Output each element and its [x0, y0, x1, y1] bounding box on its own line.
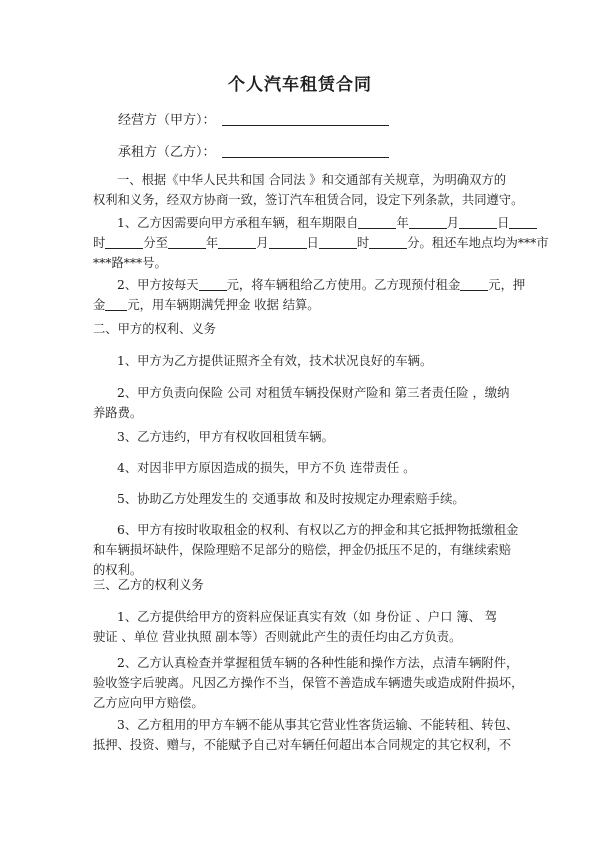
start-minute-blank[interactable] — [105, 236, 143, 249]
section-3-item-1-line-1: 1、乙方提供给甲方的资料应保证真实有效（如 身份证 、户口 簿、 驾 — [117, 610, 498, 624]
deposit-blank[interactable] — [105, 298, 127, 311]
prepaid-rent-blank[interactable] — [460, 278, 488, 291]
clause-1-text-h: 月 — [256, 236, 269, 250]
clause-2-text-d: 金 — [93, 298, 106, 312]
start-year-blank[interactable] — [358, 216, 396, 229]
section-2-item-6 — [93, 520, 525, 580]
operator-label: 经营方（甲方）： — [118, 113, 216, 128]
section-2-item-4-text: 4、对因非甲方原因造成的损失，甲方不负 连带责任 。 — [117, 461, 416, 475]
document-title: 个人汽车租赁合同 — [228, 75, 372, 95]
clause-1-text-f: 分至 — [143, 236, 168, 250]
start-day-blank[interactable] — [459, 216, 497, 229]
section-2-item-5 — [93, 489, 525, 509]
section-2-item-5-text: 5、协助乙方处理发生的 交通事故 和及时按规定办理索赔手续。 — [117, 492, 465, 506]
intro-line-1: 一、根据《中华人民共和国 合同法 》和交通部有关规章，为明确双方的 — [117, 173, 507, 187]
section-2-item-1 — [93, 351, 525, 371]
end-day-blank[interactable] — [269, 236, 307, 249]
operator-party-field — [118, 109, 389, 128]
clause-1-line-1 — [93, 213, 525, 233]
clause-2-text-a: 2、甲方按每天 — [117, 278, 199, 292]
end-month-blank[interactable] — [218, 236, 256, 249]
section-3-item-3-line-1: 3、乙方租用的甲方车辆不能从事其它营业性客货运输、不能转租、转包、 — [117, 718, 519, 732]
intro-paragraph — [93, 170, 525, 210]
clause-1-text-a: 1、乙方因需要向甲方承租车辆，租车期限自 — [117, 216, 359, 230]
section-2-item-3 — [93, 427, 525, 447]
section-3-heading: 三、乙方的权利义务 — [93, 578, 204, 592]
section-3-item-3 — [93, 715, 525, 755]
start-hour-blank[interactable] — [509, 216, 537, 229]
section-3-item-2-line-1: 2、乙方认真检查并掌握租赁车辆的各种性能和操作方法，点清车辆附件， — [117, 656, 519, 670]
clause-2-line-2 — [93, 295, 525, 315]
start-month-blank[interactable] — [409, 216, 447, 229]
section-3-item-2 — [93, 653, 525, 713]
section-3-item-3-line-2: 抵押、投资、赠与，不能赋予自己对车辆任何超出本合同规定的其它权利，不 — [93, 738, 512, 752]
renter-blank-line[interactable] — [222, 144, 389, 158]
clause-1-line-2 — [93, 233, 549, 253]
section-3-item-2-line-2: 验收签字后驶离。凡因乙方操作不当，保管不善造成车辆遗失或造成附件损坏， — [93, 676, 524, 690]
section-2-item-6-line-1: 6、甲方有按时收取租金的权利、有权以乙方的押金和其它抵押物抵缴租金 — [117, 523, 519, 537]
daily-rent-blank[interactable] — [199, 278, 227, 291]
clause-1-text-g: 年 — [205, 236, 219, 250]
section-3-item-1 — [93, 607, 525, 647]
end-year-blank[interactable] — [168, 236, 206, 249]
section-2-item-6-line-3: 的权利。 — [93, 563, 143, 577]
clause-2-rent-deposit — [93, 275, 525, 315]
section-2-item-4 — [93, 458, 525, 478]
section-2-item-2-line-2: 养路费。 — [93, 406, 143, 420]
clause-1-rental-period — [93, 213, 549, 273]
clause-2-line-1 — [93, 275, 525, 295]
section-2-item-1-text: 1、甲方为乙方提供证照齐全有效，技术状况良好的车辆。 — [117, 354, 433, 368]
section-2-item-3-text: 3、乙方违约，甲方有权收回租赁车辆。 — [117, 430, 334, 444]
clause-1-text-j: 时 — [356, 236, 370, 250]
section-2-item-6-line-2: 和车辆损坏缺件，保险理赔不足部分的赔偿，押金仍抵压不足的，有继续索赔 — [93, 543, 512, 557]
clause-2-text-c: 元，押 — [488, 278, 526, 292]
section-3-item-2-line-3: 乙方应向甲方赔偿。 — [93, 696, 204, 710]
operator-blank-line[interactable] — [222, 112, 389, 126]
clause-1-text-b: 年 — [396, 216, 409, 230]
clause-1-text-k: 分。租还车地点均为***市 — [407, 236, 549, 250]
clause-1-line-3: ***路***号。 — [93, 256, 167, 270]
clause-1-text-c: 月 — [446, 216, 460, 230]
renter-party-field — [118, 141, 389, 160]
clause-2-text-b: 元，将车辆租给乙方使用。乙方现预付租金 — [226, 278, 461, 292]
section-2-item-2-line-1: 2、甲方负责向保险 公司 对租赁车辆投保财产险和 第三者责任险 ，缴纳 — [117, 386, 510, 400]
clause-1-text-d: 日 — [497, 216, 510, 230]
clause-1-text-e: 时 — [93, 236, 106, 250]
intro-line-2: 权利和义务，经双方协商一致，签订汽车租赁合同，设定下列条款，共同遵守。 — [93, 193, 524, 207]
end-hour-blank[interactable] — [319, 236, 357, 249]
section-2-item-2 — [93, 383, 525, 423]
end-minute-blank[interactable] — [369, 236, 407, 249]
clause-2-text-e: 元，用车辆期满凭押金 收据 结算。 — [127, 298, 320, 312]
section-3-item-1-line-2: 驶证 、单位 营业执照 副本等）否则就此产生的责任均由乙方负责。 — [93, 630, 462, 644]
renter-label: 承租方（乙方）： — [118, 145, 216, 160]
section-2-heading: 二、甲方的权利、义务 — [93, 322, 216, 336]
clause-1-text-i: 日 — [306, 236, 319, 250]
